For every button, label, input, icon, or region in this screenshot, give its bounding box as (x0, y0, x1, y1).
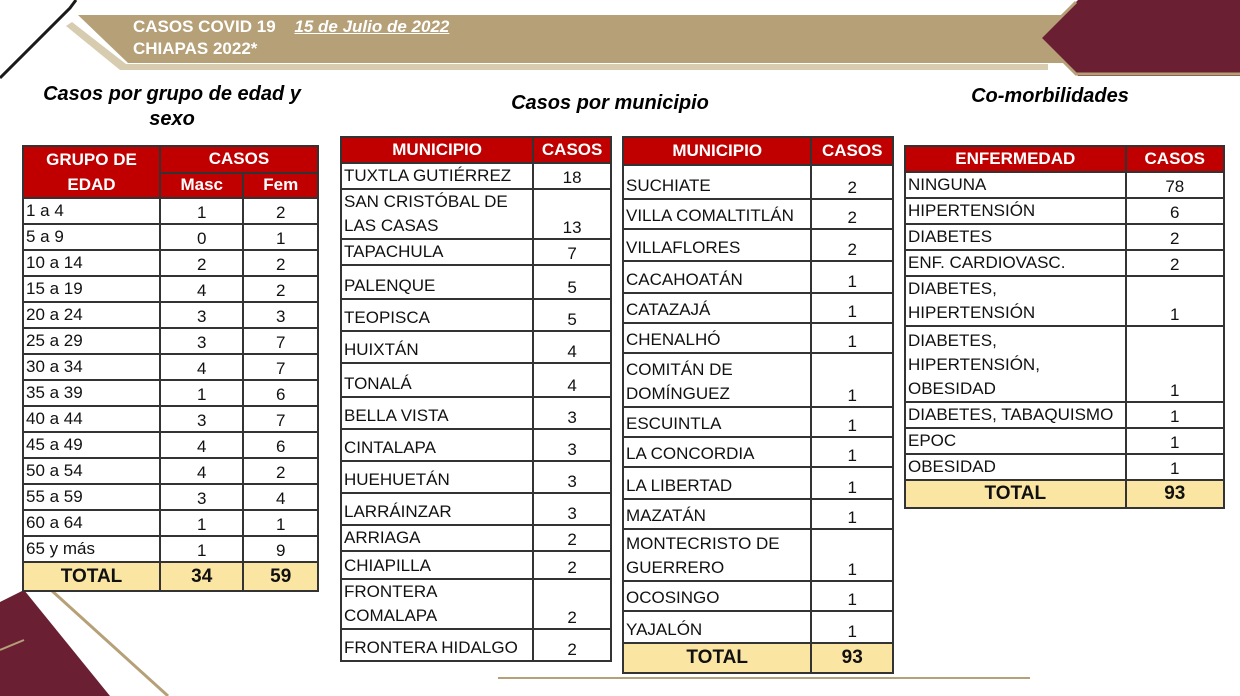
table-row (341, 363, 611, 397)
table-row (623, 529, 893, 581)
table-row (905, 454, 1224, 480)
fem-cell: 1 (243, 510, 318, 536)
corner-line-top-left (0, 0, 76, 78)
disease-name-cell: DIABETES (905, 224, 1126, 250)
fem-cell: 2 (243, 250, 318, 276)
municipio-name-cell: CATAZAJÁ (623, 293, 811, 323)
table-row (23, 224, 318, 250)
municipio-cases-cell: 18 (533, 163, 611, 189)
municipio-name-cell: CINTALAPA (341, 429, 533, 461)
disease-name-cell: DIABETES, HIPERTENSIÓN (905, 276, 1126, 326)
disease-name-cell: OBESIDAD (905, 454, 1126, 480)
municipio-name-cell: HUEHUETÁN (341, 461, 533, 493)
disease-name-cell: DIABETES, HIPERTENSIÓN, OBESIDAD (905, 326, 1126, 402)
municipio-name-cell: CHIAPILLA (341, 551, 533, 579)
table-row (623, 261, 893, 293)
table-row (623, 611, 893, 643)
disease-name-cell: HIPERTENSIÓN (905, 198, 1126, 224)
fem-cell: 7 (243, 328, 318, 354)
table-row (341, 239, 611, 265)
table-row (341, 493, 611, 525)
age-group-cell: 10 a 14 (23, 250, 160, 276)
table-row (23, 432, 318, 458)
disease-cases-cell: 78 (1126, 172, 1224, 198)
disease-cases-cell: 6 (1126, 198, 1224, 224)
municipio-cases-cell: 1 (811, 529, 893, 581)
table-row (623, 437, 893, 467)
fem-cell: 9 (243, 536, 318, 562)
age-group-cell: 5 a 9 (23, 224, 160, 250)
comorbidity-total-label: TOTAL (905, 480, 1126, 508)
municipio-name-cell: TUXTLA GUTIÉRREZ (341, 163, 533, 189)
table-row (341, 163, 611, 189)
table-row (905, 276, 1224, 326)
fem-cell: 1 (243, 224, 318, 250)
age-group-header: GRUPO DE EDAD (23, 146, 160, 198)
municipio-name-cell: YAJALÓN (623, 611, 811, 643)
header-subtitle: CHIAPAS 2022* (133, 39, 258, 58)
age-group-cell: 20 a 24 (23, 302, 160, 328)
age-cases-header: CASOS (160, 146, 318, 173)
municipio-cases-cell: 2 (811, 199, 893, 229)
municipio-cases-cell: 4 (533, 363, 611, 397)
disease-name-cell: DIABETES, TABAQUISMO (905, 402, 1126, 428)
age-group-cell: 35 a 39 (23, 380, 160, 406)
table-row (23, 458, 318, 484)
table-row (341, 579, 611, 629)
fem-cell: 7 (243, 406, 318, 432)
municipio-cases-cell: 1 (811, 499, 893, 529)
table-row (905, 428, 1224, 454)
municipio-cases-cell: 2 (533, 579, 611, 629)
table-row (341, 525, 611, 551)
table-row (341, 429, 611, 461)
comorbidity-total-value: 93 (1126, 480, 1224, 508)
fem-cell: 3 (243, 302, 318, 328)
age-group-cell: 55 a 59 (23, 484, 160, 510)
masc-cell: 1 (160, 198, 243, 224)
masc-cell: 4 (160, 276, 243, 302)
age-group-cell: 40 a 44 (23, 406, 160, 432)
municipio-name-cell: PALENQUE (341, 265, 533, 299)
table-row (905, 402, 1224, 428)
municipio-header: MUNICIPIO (623, 137, 811, 165)
fem-cell: 2 (243, 276, 318, 302)
table-row (23, 484, 318, 510)
age-group-cell: 50 a 54 (23, 458, 160, 484)
age-section-title (22, 82, 322, 132)
fem-cell: 2 (243, 458, 318, 484)
table-row (23, 276, 318, 302)
municipio-cases-cell: 5 (533, 265, 611, 299)
table-row (623, 467, 893, 499)
municipio-cases-cell: 1 (811, 437, 893, 467)
municipio-name-cell: ESCUINTLA (623, 407, 811, 437)
table-row (905, 198, 1224, 224)
fem-cell: 2 (243, 198, 318, 224)
table-row (23, 406, 318, 432)
age-group-cell: 45 a 49 (23, 432, 160, 458)
municipio-name-cell: LA LIBERTAD (623, 467, 811, 499)
municipio-name-cell: MAZATÁN (623, 499, 811, 529)
fem-cell: 7 (243, 354, 318, 380)
table-row (23, 302, 318, 328)
disease-name-cell: ENF. CARDIOVASC. (905, 250, 1126, 276)
disease-cases-cell: 1 (1126, 402, 1224, 428)
age-group-cell: 15 a 19 (23, 276, 160, 302)
table-row (623, 229, 893, 261)
age-total-masc: 34 (160, 562, 243, 591)
masc-cell: 3 (160, 484, 243, 510)
table-row (623, 165, 893, 199)
corner-maroon-top-right (1040, 0, 1240, 76)
table-row (623, 353, 893, 407)
fem-cell: 4 (243, 484, 318, 510)
disease-name-cell: NINGUNA (905, 172, 1126, 198)
header-date: 15 de Julio de 2022 (294, 17, 450, 36)
table-row (905, 172, 1224, 198)
table-row (623, 293, 893, 323)
table-row (341, 551, 611, 579)
municipio-name-cell: CHENALHÓ (623, 323, 811, 353)
municipio-cases-cell: 13 (533, 189, 611, 239)
municipio-total-row (623, 643, 893, 673)
municipio-cases-cell: 1 (811, 407, 893, 437)
municipio-cases-cell: 4 (533, 331, 611, 363)
disease-cases-cell: 1 (1126, 428, 1224, 454)
age-group-cell: 30 a 34 (23, 354, 160, 380)
municipio-name-cell: COMITÁN DE DOMÍNGUEZ (623, 353, 811, 407)
table-row (341, 331, 611, 363)
municipio-table-1 (340, 136, 612, 662)
municipio-name-cell: BELLA VISTA (341, 397, 533, 429)
disease-cases-cell: 1 (1126, 326, 1224, 402)
age-group-cell: 25 a 29 (23, 328, 160, 354)
header-title: CASOS COVID 19 (133, 17, 276, 36)
disease-name-cell: EPOC (905, 428, 1126, 454)
casos-header: CASOS (811, 137, 893, 165)
municipio-name-cell: LA CONCORDIA (623, 437, 811, 467)
municipio-name-cell: SUCHIATE (623, 165, 811, 199)
masc-cell: 4 (160, 432, 243, 458)
municipio-name-cell: ARRIAGA (341, 525, 533, 551)
municipio-cases-cell: 3 (533, 397, 611, 429)
masc-cell: 3 (160, 302, 243, 328)
municipio-cases-cell: 3 (533, 429, 611, 461)
disease-cases-cell: 2 (1126, 250, 1224, 276)
age-total-fem: 59 (243, 562, 318, 591)
municipio-name-cell: FRONTERA COMALAPA (341, 579, 533, 629)
municipio-name-cell: CACAHOATÁN (623, 261, 811, 293)
masc-header: Masc (160, 173, 243, 199)
municipio-cases-cell: 2 (533, 551, 611, 579)
fem-header: Fem (243, 173, 318, 199)
age-group-cell: 60 a 64 (23, 510, 160, 536)
municipio-cases-cell: 5 (533, 299, 611, 331)
municipio-table-2 (622, 136, 894, 674)
table-row (341, 265, 611, 299)
masc-cell: 3 (160, 328, 243, 354)
table-row (23, 510, 318, 536)
age-total-row (23, 562, 318, 591)
municipio-cases-cell: 2 (533, 629, 611, 661)
table-row (623, 407, 893, 437)
masc-cell: 4 (160, 354, 243, 380)
municipio-cases-cell: 1 (811, 467, 893, 499)
municipio-section-title: Casos por municipio (511, 92, 709, 114)
disease-cases-cell: 1 (1126, 454, 1224, 480)
municipio-cases-cell: 1 (811, 261, 893, 293)
masc-cell: 3 (160, 406, 243, 432)
table-row (905, 250, 1224, 276)
table-row (623, 199, 893, 229)
table-row (341, 461, 611, 493)
municipio-name-cell: LARRÁINZAR (341, 493, 533, 525)
age-group-table (22, 145, 319, 592)
masc-cell: 1 (160, 380, 243, 406)
municipio-cases-cell: 1 (811, 293, 893, 323)
masc-cell: 2 (160, 250, 243, 276)
municipio-cases-cell: 2 (533, 525, 611, 551)
masc-cell: 1 (160, 510, 243, 536)
header-title-line (133, 17, 449, 37)
municipio-cases-cell: 2 (811, 229, 893, 261)
municipio-name-cell: SAN CRISTÓBAL DE LAS CASAS (341, 189, 533, 239)
table-row (905, 224, 1224, 250)
comorbidity-section-title: Co-morbilidades (971, 85, 1129, 107)
age-total-label: TOTAL (23, 562, 160, 591)
age-group-cell: 65 y más (23, 536, 160, 562)
municipio-cases-cell: 7 (533, 239, 611, 265)
table-row (341, 397, 611, 429)
table-row (23, 198, 318, 224)
municipio-name-cell: OCOSINGO (623, 581, 811, 611)
masc-cell: 0 (160, 224, 243, 250)
comorbidity-table (904, 145, 1225, 509)
municipio-total-label: TOTAL (623, 643, 811, 673)
masc-cell: 1 (160, 536, 243, 562)
table-row (623, 323, 893, 353)
disease-cases-cell: 1 (1126, 276, 1224, 326)
municipio-name-cell: HUIXTÁN (341, 331, 533, 363)
table-row (341, 629, 611, 661)
municipio-name-cell: VILLAFLORES (623, 229, 811, 261)
age-section-title-line2: sexo (149, 108, 195, 130)
table-row (23, 354, 318, 380)
disease-header: ENFERMEDAD (905, 146, 1126, 172)
comorbidity-total-row (905, 480, 1224, 508)
table-row (341, 189, 611, 239)
table-row (23, 328, 318, 354)
municipio-name-cell: VILLA COMALTITLÁN (623, 199, 811, 229)
age-section-title-line1: Casos por grupo de edad y (43, 83, 301, 105)
municipio-cases-cell: 2 (811, 165, 893, 199)
table-row (623, 581, 893, 611)
municipio-cases-cell: 1 (811, 353, 893, 407)
disease-cases-cell: 2 (1126, 224, 1224, 250)
table-row (623, 499, 893, 529)
municipio-name-cell: TONALÁ (341, 363, 533, 397)
table-row (23, 536, 318, 562)
fem-cell: 6 (243, 432, 318, 458)
table-row (341, 299, 611, 331)
age-group-cell: 1 a 4 (23, 198, 160, 224)
municipio-name-cell: MONTECRISTO DE GUERRERO (623, 529, 811, 581)
comorb-cases-header: CASOS (1126, 146, 1224, 172)
municipio-total-value: 93 (811, 643, 893, 673)
masc-cell: 4 (160, 458, 243, 484)
table-row (23, 380, 318, 406)
municipio-cases-cell: 1 (811, 581, 893, 611)
municipio-cases-cell: 1 (811, 611, 893, 643)
municipio-name-cell: FRONTERA HIDALGO (341, 629, 533, 661)
municipio-name-cell: TAPACHULA (341, 239, 533, 265)
table-row (905, 326, 1224, 402)
municipio-cases-cell: 1 (811, 323, 893, 353)
fem-cell: 6 (243, 380, 318, 406)
municipio-cases-cell: 3 (533, 493, 611, 525)
municipio-cases-cell: 3 (533, 461, 611, 493)
municipio-name-cell: TEOPISCA (341, 299, 533, 331)
municipio-header: MUNICIPIO (341, 137, 533, 163)
casos-header: CASOS (533, 137, 611, 163)
table-row (23, 250, 318, 276)
